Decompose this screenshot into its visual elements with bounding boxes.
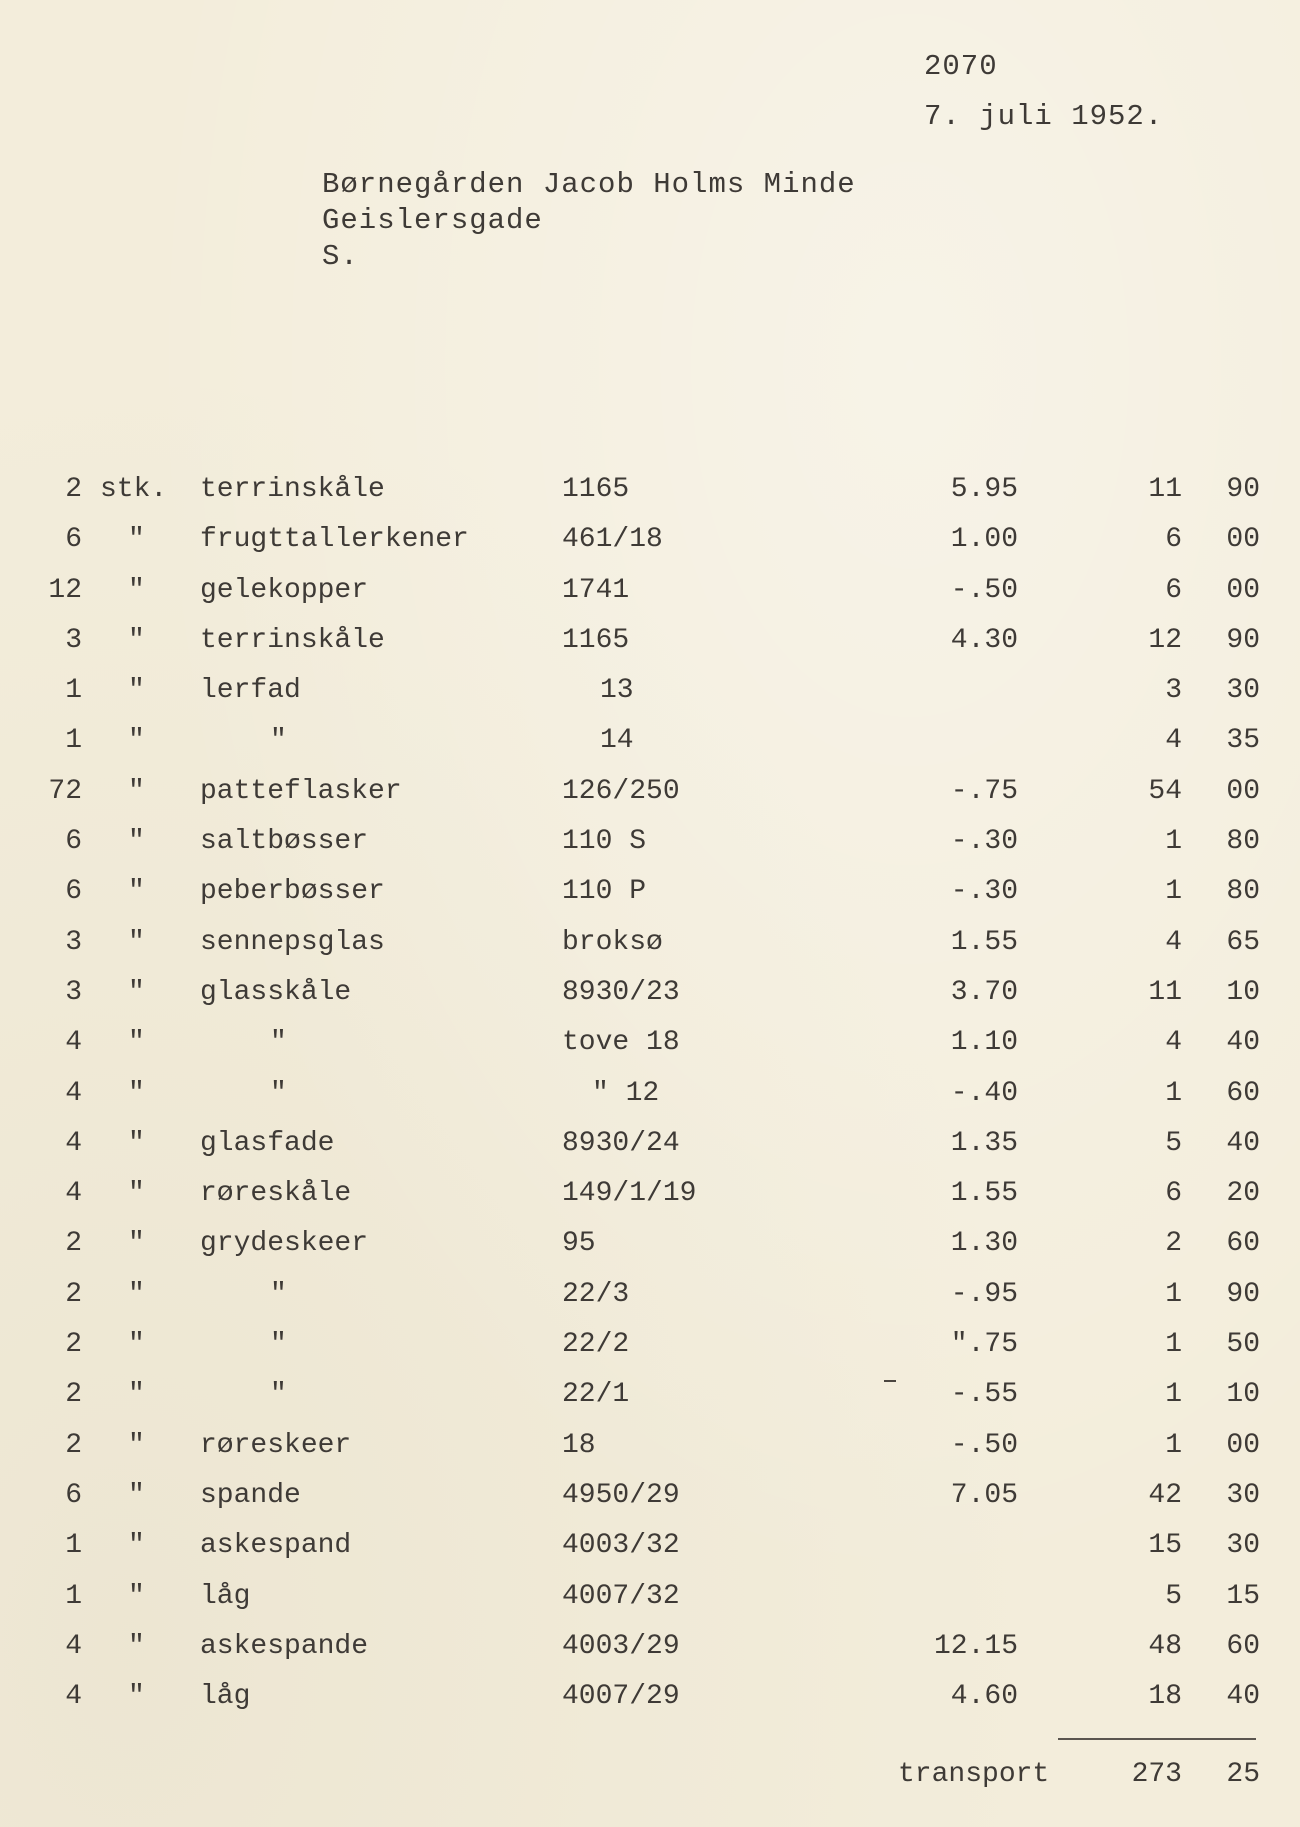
item-kroner: 4 [1165,1027,1182,1059]
item-unit-price: 7.05 [950,1479,1018,1511]
item-description: " [270,1027,287,1059]
item-unit: " [128,1127,145,1159]
item-ore: 60 [1226,1228,1260,1260]
item-code: 95 [562,1228,596,1260]
item-code: 4007/32 [562,1580,680,1612]
item-quantity: 4 [65,1027,82,1059]
item-unit: " [128,1530,145,1562]
item-unit-price: 1.00 [950,524,1018,556]
item-unit-price: -.30 [950,876,1018,908]
item-ore: 80 [1226,876,1260,908]
item-kroner: 6 [1165,1178,1182,1210]
item-unit-price: 12.15 [933,1630,1018,1662]
item-row [0,1174,1300,1224]
item-unit-price: -.30 [950,826,1018,858]
item-unit: " [128,1580,145,1612]
transport-ore: 25 [1226,1759,1260,1790]
item-row [0,1677,1300,1727]
item-description: grydeskeer [200,1228,369,1260]
item-unit-price: -.50 [950,1429,1018,1461]
item-code: 1165 [562,474,630,505]
item-kroner: 1 [1165,876,1182,908]
item-ore: 90 [1226,474,1260,505]
item-quantity: 1 [65,1580,82,1612]
item-row [0,1023,1300,1073]
document-number: 2070 [924,50,998,83]
item-row [0,1074,1300,1124]
item-code: 110 S [562,826,647,858]
item-row [0,1124,1300,1174]
item-unit-price: ".75 [950,1329,1018,1361]
item-kroner: 4 [1165,725,1182,757]
transport-label: transport [898,1759,1050,1790]
item-kroner: 1 [1165,1429,1182,1461]
item-code: 18 [562,1429,596,1461]
item-row [0,520,1300,570]
item-row [0,772,1300,822]
item-ore: 30 [1226,675,1260,707]
item-description: spande [200,1479,301,1511]
item-unit-price: -.40 [950,1077,1018,1109]
item-unit-price: -.75 [950,775,1018,807]
item-unit: " [128,1329,145,1361]
item-kroner: 1 [1165,1329,1182,1361]
item-row [0,1224,1300,1274]
item-row [0,1627,1300,1677]
item-unit: " [128,624,145,656]
item-code: tove 18 [562,1027,680,1059]
item-description: askespand [200,1530,352,1562]
item-description: patteflasker [200,775,402,807]
item-unit-price: 1.55 [950,1178,1018,1210]
item-ore: 40 [1226,1681,1260,1713]
item-ore: 00 [1226,775,1260,807]
total-rule [1058,1738,1256,1740]
item-quantity: 2 [65,1228,82,1260]
item-ore: 60 [1226,1630,1260,1662]
item-code: 1165 [562,624,630,656]
item-row [0,721,1300,771]
item-row [0,1375,1300,1425]
item-ore: 10 [1226,976,1260,1008]
item-ore: 15 [1226,1580,1260,1612]
item-kroner: 1 [1165,826,1182,858]
item-row [0,1275,1300,1325]
item-unit: " [128,775,145,807]
item-description: sennepsglas [200,926,385,958]
item-unit-price: 1.55 [950,926,1018,958]
item-row [0,923,1300,973]
item-description: " [270,725,287,757]
item-description: peberbøsser [200,876,385,908]
item-code: 4003/29 [562,1630,680,1662]
item-unit-price: 5.95 [950,474,1018,505]
document-date: 7. juli 1952. [924,100,1164,133]
item-unit-price: 1.10 [950,1027,1018,1059]
item-kroner: 11 [1148,474,1182,505]
item-code: 14 [600,725,634,757]
item-description: røreskeer [200,1429,352,1461]
item-ore: 60 [1226,1077,1260,1109]
item-description: " [270,1379,287,1411]
item-row [0,1577,1300,1627]
item-ore: 35 [1226,725,1260,757]
item-row [0,1526,1300,1576]
item-ore: 65 [1226,926,1260,958]
item-unit: " [128,1429,145,1461]
item-kroner: 42 [1148,1479,1182,1511]
item-unit: " [128,1228,145,1260]
item-description: " [270,1329,287,1361]
item-unit-price: 4.30 [950,624,1018,656]
item-code: 4003/32 [562,1530,680,1562]
item-quantity: 4 [65,1127,82,1159]
item-unit: " [128,725,145,757]
address-line-1: Børnegården Jacob Holms Minde [322,168,856,201]
item-row [0,621,1300,671]
item-unit: " [128,1178,145,1210]
item-ore: 00 [1226,524,1260,556]
item-ore: 00 [1226,574,1260,606]
item-kroner: 2 [1165,1228,1182,1260]
transport-row [0,1755,1300,1799]
item-description: gelekopper [200,574,369,606]
item-description: lerfad [200,675,301,707]
item-unit-price: -.50 [950,574,1018,606]
item-quantity: 4 [65,1681,82,1713]
item-quantity: 3 [65,976,82,1008]
item-quantity: 3 [65,926,82,958]
item-quantity: 1 [65,675,82,707]
item-quantity: 6 [65,524,82,556]
item-ore: 40 [1226,1127,1260,1159]
item-quantity: 2 [65,1329,82,1361]
item-unit: " [128,1379,145,1411]
item-kroner: 6 [1165,574,1182,606]
item-unit: " [128,876,145,908]
item-unit: " [128,1630,145,1662]
item-kroner: 54 [1148,775,1182,807]
item-quantity: 2 [65,1379,82,1411]
item-row [0,1476,1300,1526]
item-unit: " [128,926,145,958]
item-quantity: 2 [65,1278,82,1310]
item-unit-price: 1.35 [950,1127,1018,1159]
item-quantity: 72 [48,775,82,807]
item-unit: " [128,1681,145,1713]
item-row [0,1325,1300,1375]
item-kroner: 18 [1148,1681,1182,1713]
item-ore: 10 [1226,1379,1260,1411]
item-description: røreskåle [200,1178,352,1210]
item-quantity: 4 [65,1178,82,1210]
item-kroner: 11 [1148,976,1182,1008]
address-line-2: Geislersgade [322,204,543,237]
item-row [0,470,1300,520]
item-description: låg [200,1580,251,1612]
item-description: glasskåle [200,976,352,1008]
item-quantity: 6 [65,826,82,858]
item-kroner: 48 [1148,1630,1182,1662]
item-unit-price: 1.30 [950,1228,1018,1260]
item-unit-price: -.55 [950,1379,1018,1411]
item-kroner: 15 [1148,1530,1182,1562]
item-kroner: 5 [1165,1127,1182,1159]
item-code: 8930/24 [562,1127,680,1159]
item-quantity: 4 [65,1630,82,1662]
item-ore: 90 [1226,624,1260,656]
item-code: broksø [562,926,663,958]
item-unit-price: -.95 [950,1278,1018,1310]
item-code: 126/250 [562,775,680,807]
item-row [0,973,1300,1023]
item-kroner: 1 [1165,1278,1182,1310]
item-description: " [270,1077,287,1109]
item-code: 110 P [562,876,647,908]
item-row [0,671,1300,721]
item-quantity: 4 [65,1077,82,1109]
item-ore: 20 [1226,1178,1260,1210]
item-description: " [270,1278,287,1310]
item-description: terrinskåle [200,474,385,505]
item-code: 8930/23 [562,976,680,1008]
item-unit: " [128,1077,145,1109]
item-unit: " [128,976,145,1008]
item-kroner: 3 [1165,675,1182,707]
item-kroner: 5 [1165,1580,1182,1612]
item-ore: 30 [1226,1479,1260,1511]
item-code: 22/2 [562,1329,630,1361]
item-description: saltbøsser [200,826,369,858]
item-description: låg [200,1681,251,1713]
item-row [0,1426,1300,1476]
item-row [0,571,1300,621]
item-quantity: 2 [65,474,82,505]
item-code: 149/1/19 [562,1178,697,1210]
item-ore: 50 [1226,1329,1260,1361]
stray-typewriter-mark [884,1380,896,1382]
item-quantity: 6 [65,1479,82,1511]
item-ore: 80 [1226,826,1260,858]
item-row [0,872,1300,922]
item-unit: " [128,1479,145,1511]
item-unit: " [128,1278,145,1310]
item-unit-price: 3.70 [950,976,1018,1008]
item-list [0,470,1300,1727]
item-ore: 40 [1226,1027,1260,1059]
item-unit: " [128,524,145,556]
item-code: " 12 [592,1077,660,1109]
item-code: 13 [600,675,634,707]
item-kroner: 6 [1165,524,1182,556]
item-unit: stk. [100,474,168,505]
item-quantity: 3 [65,624,82,656]
item-kroner: 1 [1165,1077,1182,1109]
item-description: terrinskåle [200,624,385,656]
item-description: askespande [200,1630,369,1662]
item-unit: " [128,675,145,707]
item-unit: " [128,574,145,606]
item-kroner: 12 [1148,624,1182,656]
item-quantity: 12 [48,574,82,606]
item-unit: " [128,826,145,858]
item-code: 461/18 [562,524,663,556]
address-line-3: S. [322,240,359,273]
item-description: frugttallerkener [200,524,469,556]
item-unit: " [128,1027,145,1059]
item-quantity: 2 [65,1429,82,1461]
item-ore: 30 [1226,1530,1260,1562]
item-quantity: 6 [65,876,82,908]
item-ore: 00 [1226,1429,1260,1461]
item-description: glasfade [200,1127,335,1159]
item-code: 4007/29 [562,1681,680,1713]
item-code: 4950/29 [562,1479,680,1511]
item-ore: 90 [1226,1278,1260,1310]
item-row [0,822,1300,872]
transport-kroner: 273 [1131,1759,1182,1790]
item-code: 22/1 [562,1379,630,1411]
item-unit-price: 4.60 [950,1681,1018,1713]
item-code: 1741 [562,574,630,606]
item-kroner: 1 [1165,1379,1182,1411]
item-quantity: 1 [65,1530,82,1562]
item-kroner: 4 [1165,926,1182,958]
item-code: 22/3 [562,1278,630,1310]
item-quantity: 1 [65,725,82,757]
